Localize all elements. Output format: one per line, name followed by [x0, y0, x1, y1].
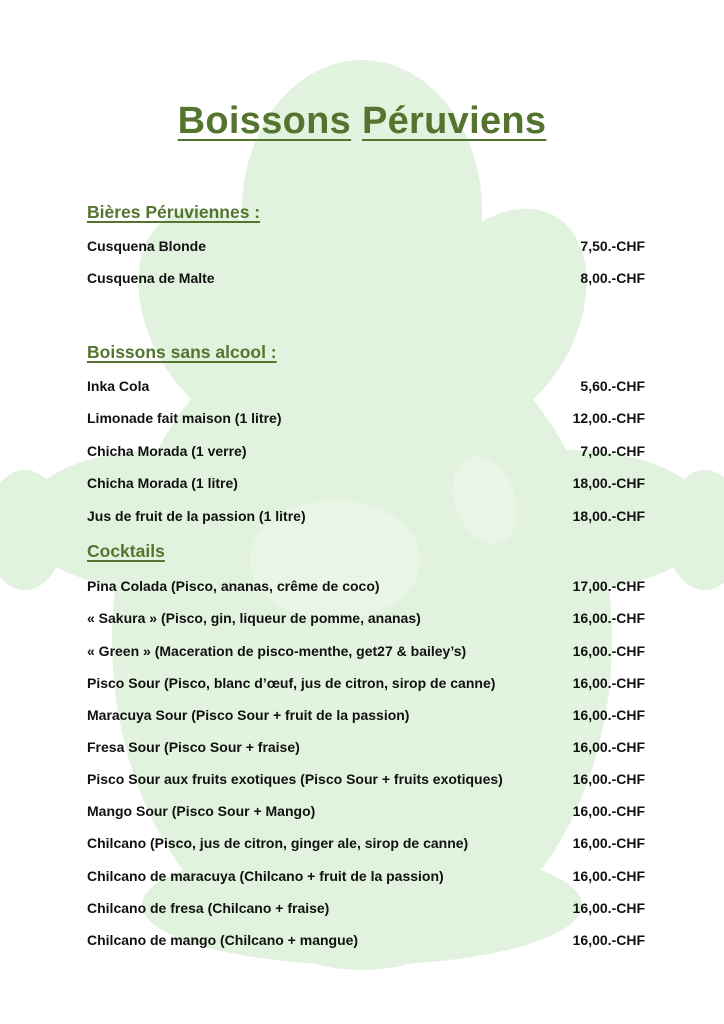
menu-item-row	[87, 640, 645, 662]
menu-item-row	[87, 407, 645, 429]
item-price: 16,00.-CHF	[572, 868, 645, 884]
item-name: « Green » (Maceration de pisco-menthe, get27 & bailey’s)	[87, 643, 467, 659]
menu-item-row	[87, 375, 645, 397]
page-title-word-1: Boissons	[177, 100, 352, 142]
menu-item-row	[87, 832, 645, 854]
section-heading-bieres: Bières Péruviennes :	[87, 202, 261, 222]
item-price: 18,00.-CHF	[572, 508, 645, 524]
item-price: 8,00.-CHF	[580, 270, 645, 286]
item-name: « Sakura » (Pisco, gin, liqueur de pomme, ananas)	[87, 610, 421, 626]
menu-item-row	[87, 768, 645, 790]
menu-item-row	[87, 472, 645, 494]
item-name: Fresa Sour (Pisco Sour + fraise)	[87, 739, 300, 755]
item-name: Mango Sour (Pisco Sour + Mango)	[87, 803, 316, 819]
item-price: 17,00.-CHF	[572, 578, 645, 594]
item-price: 16,00.-CHF	[572, 835, 645, 851]
page-title	[0, 100, 724, 143]
menu-item-row	[87, 865, 645, 887]
item-price: 16,00.-CHF	[572, 643, 645, 659]
item-price: 16,00.-CHF	[572, 803, 645, 819]
item-name: Limonade fait maison (1 litre)	[87, 410, 282, 426]
menu-item-row	[87, 704, 645, 726]
item-price: 7,50.-CHF	[580, 238, 645, 254]
item-price: 16,00.-CHF	[572, 932, 645, 948]
item-name: Inka Cola	[87, 378, 150, 394]
section-heading-sans-alcool: Boissons sans alcool :	[87, 342, 277, 362]
item-price: 16,00.-CHF	[572, 771, 645, 787]
menu-item-row	[87, 672, 645, 694]
item-name: Chicha Morada (1 verre)	[87, 443, 247, 459]
item-price: 16,00.-CHF	[572, 900, 645, 916]
item-price: 5,60.-CHF	[580, 378, 645, 394]
item-price: 16,00.-CHF	[572, 739, 645, 755]
menu-item-row	[87, 897, 645, 919]
item-price: 12,00.-CHF	[572, 410, 645, 426]
item-name: Chicha Morada (1 litre)	[87, 475, 238, 491]
menu-item-row	[87, 505, 645, 527]
menu-item-row	[87, 235, 645, 257]
item-name: Pina Colada (Pisco, ananas, crême de coco)	[87, 578, 380, 594]
item-name: Chilcano de fresa (Chilcano + fraise)	[87, 900, 330, 916]
item-price: 16,00.-CHF	[572, 610, 645, 626]
item-name: Cusquena Blonde	[87, 238, 207, 254]
item-price: 7,00.-CHF	[580, 443, 645, 459]
menu-item-row	[87, 929, 645, 951]
item-price: 16,00.-CHF	[572, 707, 645, 723]
item-name: Cusquena de Malte	[87, 270, 215, 286]
section-heading-cocktails: Cocktails	[87, 541, 165, 561]
item-name: Chilcano (Pisco, jus de citron, ginger ale, sirop de canne)	[87, 835, 469, 851]
item-price: 16,00.-CHF	[572, 675, 645, 691]
menu-item-row	[87, 736, 645, 758]
item-name: Pisco Sour (Pisco, blanc d’œuf, jus de citron, sirop de canne)	[87, 675, 496, 691]
item-price: 18,00.-CHF	[572, 475, 645, 491]
menu-item-row	[87, 575, 645, 597]
menu-item-row	[87, 267, 645, 289]
item-name: Jus de fruit de la passion (1 litre)	[87, 508, 306, 524]
item-name: Pisco Sour aux fruits exotiques (Pisco Sour + fruits exotiques)	[87, 771, 503, 787]
item-name: Maracuya Sour (Pisco Sour + fruit de la passion)	[87, 707, 410, 723]
page-title-word-2: Péruviens	[361, 100, 547, 142]
item-name: Chilcano de mango (Chilcano + mangue)	[87, 932, 359, 948]
menu-item-row	[87, 607, 645, 629]
menu-item-row	[87, 800, 645, 822]
item-name: Chilcano de maracuya (Chilcano + fruit de la passion)	[87, 868, 444, 884]
menu-item-row	[87, 440, 645, 462]
